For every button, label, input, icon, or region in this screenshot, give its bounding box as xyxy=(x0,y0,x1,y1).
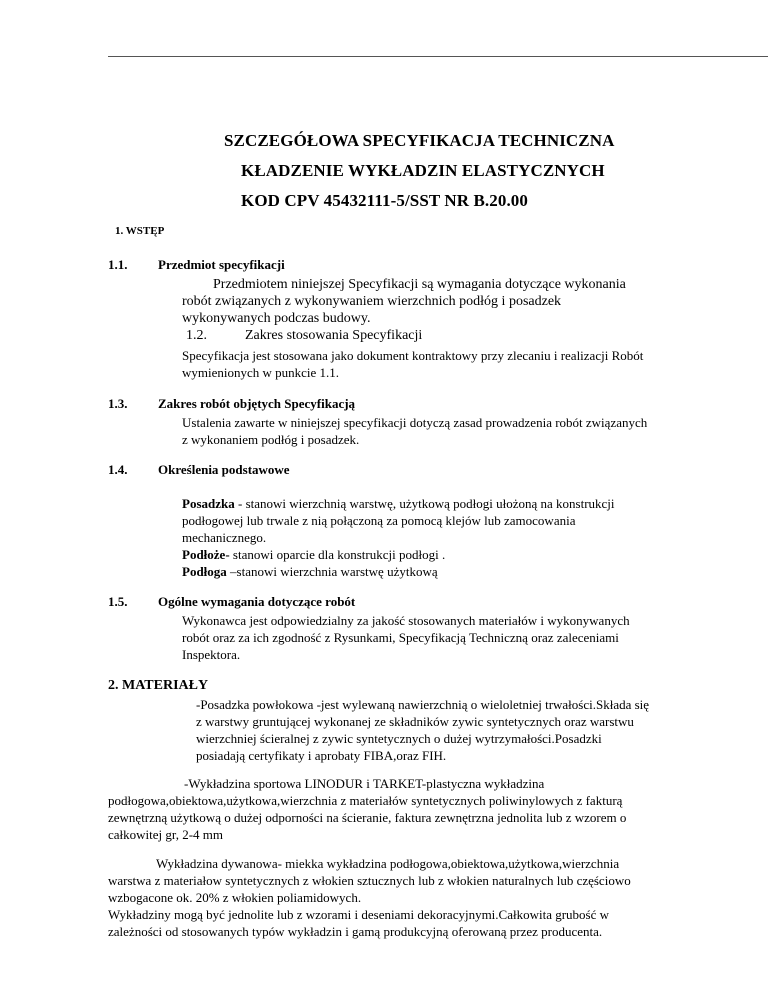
term-podloze: Podłoże- xyxy=(182,547,230,562)
section-1-3-line: z wykonaniem podłóg i posadzek. xyxy=(182,432,360,447)
term-posadzka: Posadzka xyxy=(182,496,235,511)
section-1-4-number: 1.4. xyxy=(108,462,128,477)
section-1-1-number: 1.1. xyxy=(108,257,128,272)
materials-p3-line: warstwa z materiałow syntetycznych z włokien sztucznych lub z włokien naturalnych lub częściowo xyxy=(108,873,631,888)
section-1-3-number: 1.3. xyxy=(108,396,128,411)
definition-text: stanowi oparcie dla konstrukcji podłogi . xyxy=(229,547,446,562)
section-1-4-heading: Określenia podstawowe xyxy=(158,462,290,477)
section-1-1-line: Przedmiotem niniejszej Specyfikacji są wymagania dotyczące wykonania xyxy=(213,277,626,292)
section-2-heading: 2. MATERIAŁY xyxy=(108,678,209,693)
section-1-3-line: Ustalenia zawarte w niniejszej specyfikacji dotyczą zasad prowadzenia robót związanych xyxy=(182,415,648,430)
section-1-5-line: Wykonawca jest odpowiedzialny za jakość stosowanych materiałów i wykonywanych xyxy=(182,613,630,628)
section-1-2-line: Specyfikacja jest stosowana jako dokument kontraktowy przy zlecaniu i realizacji Robót xyxy=(182,348,644,363)
materials-p3-line: wzbogacone ok. 20% z włokien poliamidowych. xyxy=(108,890,362,905)
section-1-heading: 1. WSTĘP xyxy=(115,225,165,237)
top-divider-line xyxy=(108,56,768,57)
doc-title-line1: SZCZEGÓŁOWA SPECYFIKACJA TECHNICZNA xyxy=(224,131,615,150)
section-1-2-heading: Zakres stosowania Specyfikacji xyxy=(245,328,423,343)
materials-p3-line: Wykładziny mogą być jednolite lub z wzorami i deseniami dekoracyjnymi.Całkowita grubość w xyxy=(108,907,610,922)
doc-title-line3: KOD CPV 45432111-5/SST NR B.20.00 xyxy=(241,191,528,210)
section-1-5-line: Inspektora. xyxy=(182,647,241,662)
section-1-5-line: robót oraz za ich zgodność z Rysunkami, Specyfikacją Techniczną oraz zaleceniami xyxy=(182,630,619,645)
section-1-5-number: 1.5. xyxy=(108,594,128,609)
section-1-5-heading: Ogólne wymagania dotyczące robót xyxy=(158,594,356,609)
materials-p2-line: -Wykładzina sportowa LINODUR i TARKET-plastyczna wykładzina xyxy=(184,776,545,791)
section-1-1-line: wykonywanych podczas budowy. xyxy=(182,311,371,326)
section-1-2-number: 1.2. xyxy=(186,328,207,343)
materials-p1-line: posiadają certyfikaty i aprobaty FIBA,oraz FIH. xyxy=(196,748,447,763)
materials-p3-line: Wykładzina dywanowa- miekka wykładzina podłogowa,obiektowa,użytkowa,wierzchnia xyxy=(156,856,620,871)
section-1-2-line: wymienionych w punkcie 1.1. xyxy=(182,365,340,380)
materials-p2-line: podłogowa,obiektowa,użytkowa,wierzchnia z materiałów syntetycznych poliwinylowych z fakturą xyxy=(108,793,623,808)
definition-podloga xyxy=(182,563,438,580)
materials-p3-line: zależności od stosowanych typów wykładzin i gamą produkcyjną oferowaną przez producenta. xyxy=(108,924,603,939)
section-1-3-heading: Zakres robót objętych Specyfikacją xyxy=(158,396,356,411)
definition-text: - stanowi wierzchnią warstwę, użytkową podłogi ułożoną na konstrukcji xyxy=(234,496,615,511)
materials-p1-line: z warstwy gruntującej wykonanej ze składników zywic syntetycznych oraz warstwu xyxy=(196,714,634,729)
materials-p2-line: zewnętrzną użytkową o dużej odporności na ścieranie, faktura zewnętrzna jednolita lub z wzorem o xyxy=(108,810,627,825)
section-1-1-heading: Przedmiot specyfikacji xyxy=(158,257,285,272)
definition-text: –stanowi wierzchnia warstwę użytkową xyxy=(226,564,438,579)
definition-line: podłogowej lub trwale z nią połączoną za pomocą klejów lub zamocowania xyxy=(182,513,576,528)
definition-podloze xyxy=(182,546,445,563)
doc-title-line2: KŁADZENIE WYKŁADZIN ELASTYCZNYCH xyxy=(241,161,605,180)
materials-p1-line: wierzchniej ścieralnej z zywic syntetycznych o dużej wytrzymałości.Posadzki xyxy=(196,731,602,746)
section-1-1-line: robót związanych z wykonywaniem wierzchnich podłóg i posadzek xyxy=(182,294,562,309)
definition-posadzka xyxy=(182,495,615,512)
definition-line: mechanicznego. xyxy=(182,530,267,545)
term-podloga: Podłoga xyxy=(182,564,227,579)
materials-p1-line: -Posadzka powłokowa -jest wylewaną nawierzchnią o wieloletniej trwałości.Składa się xyxy=(196,697,650,712)
materials-p2-line: całkowitej gr, 2-4 mm xyxy=(108,827,224,842)
